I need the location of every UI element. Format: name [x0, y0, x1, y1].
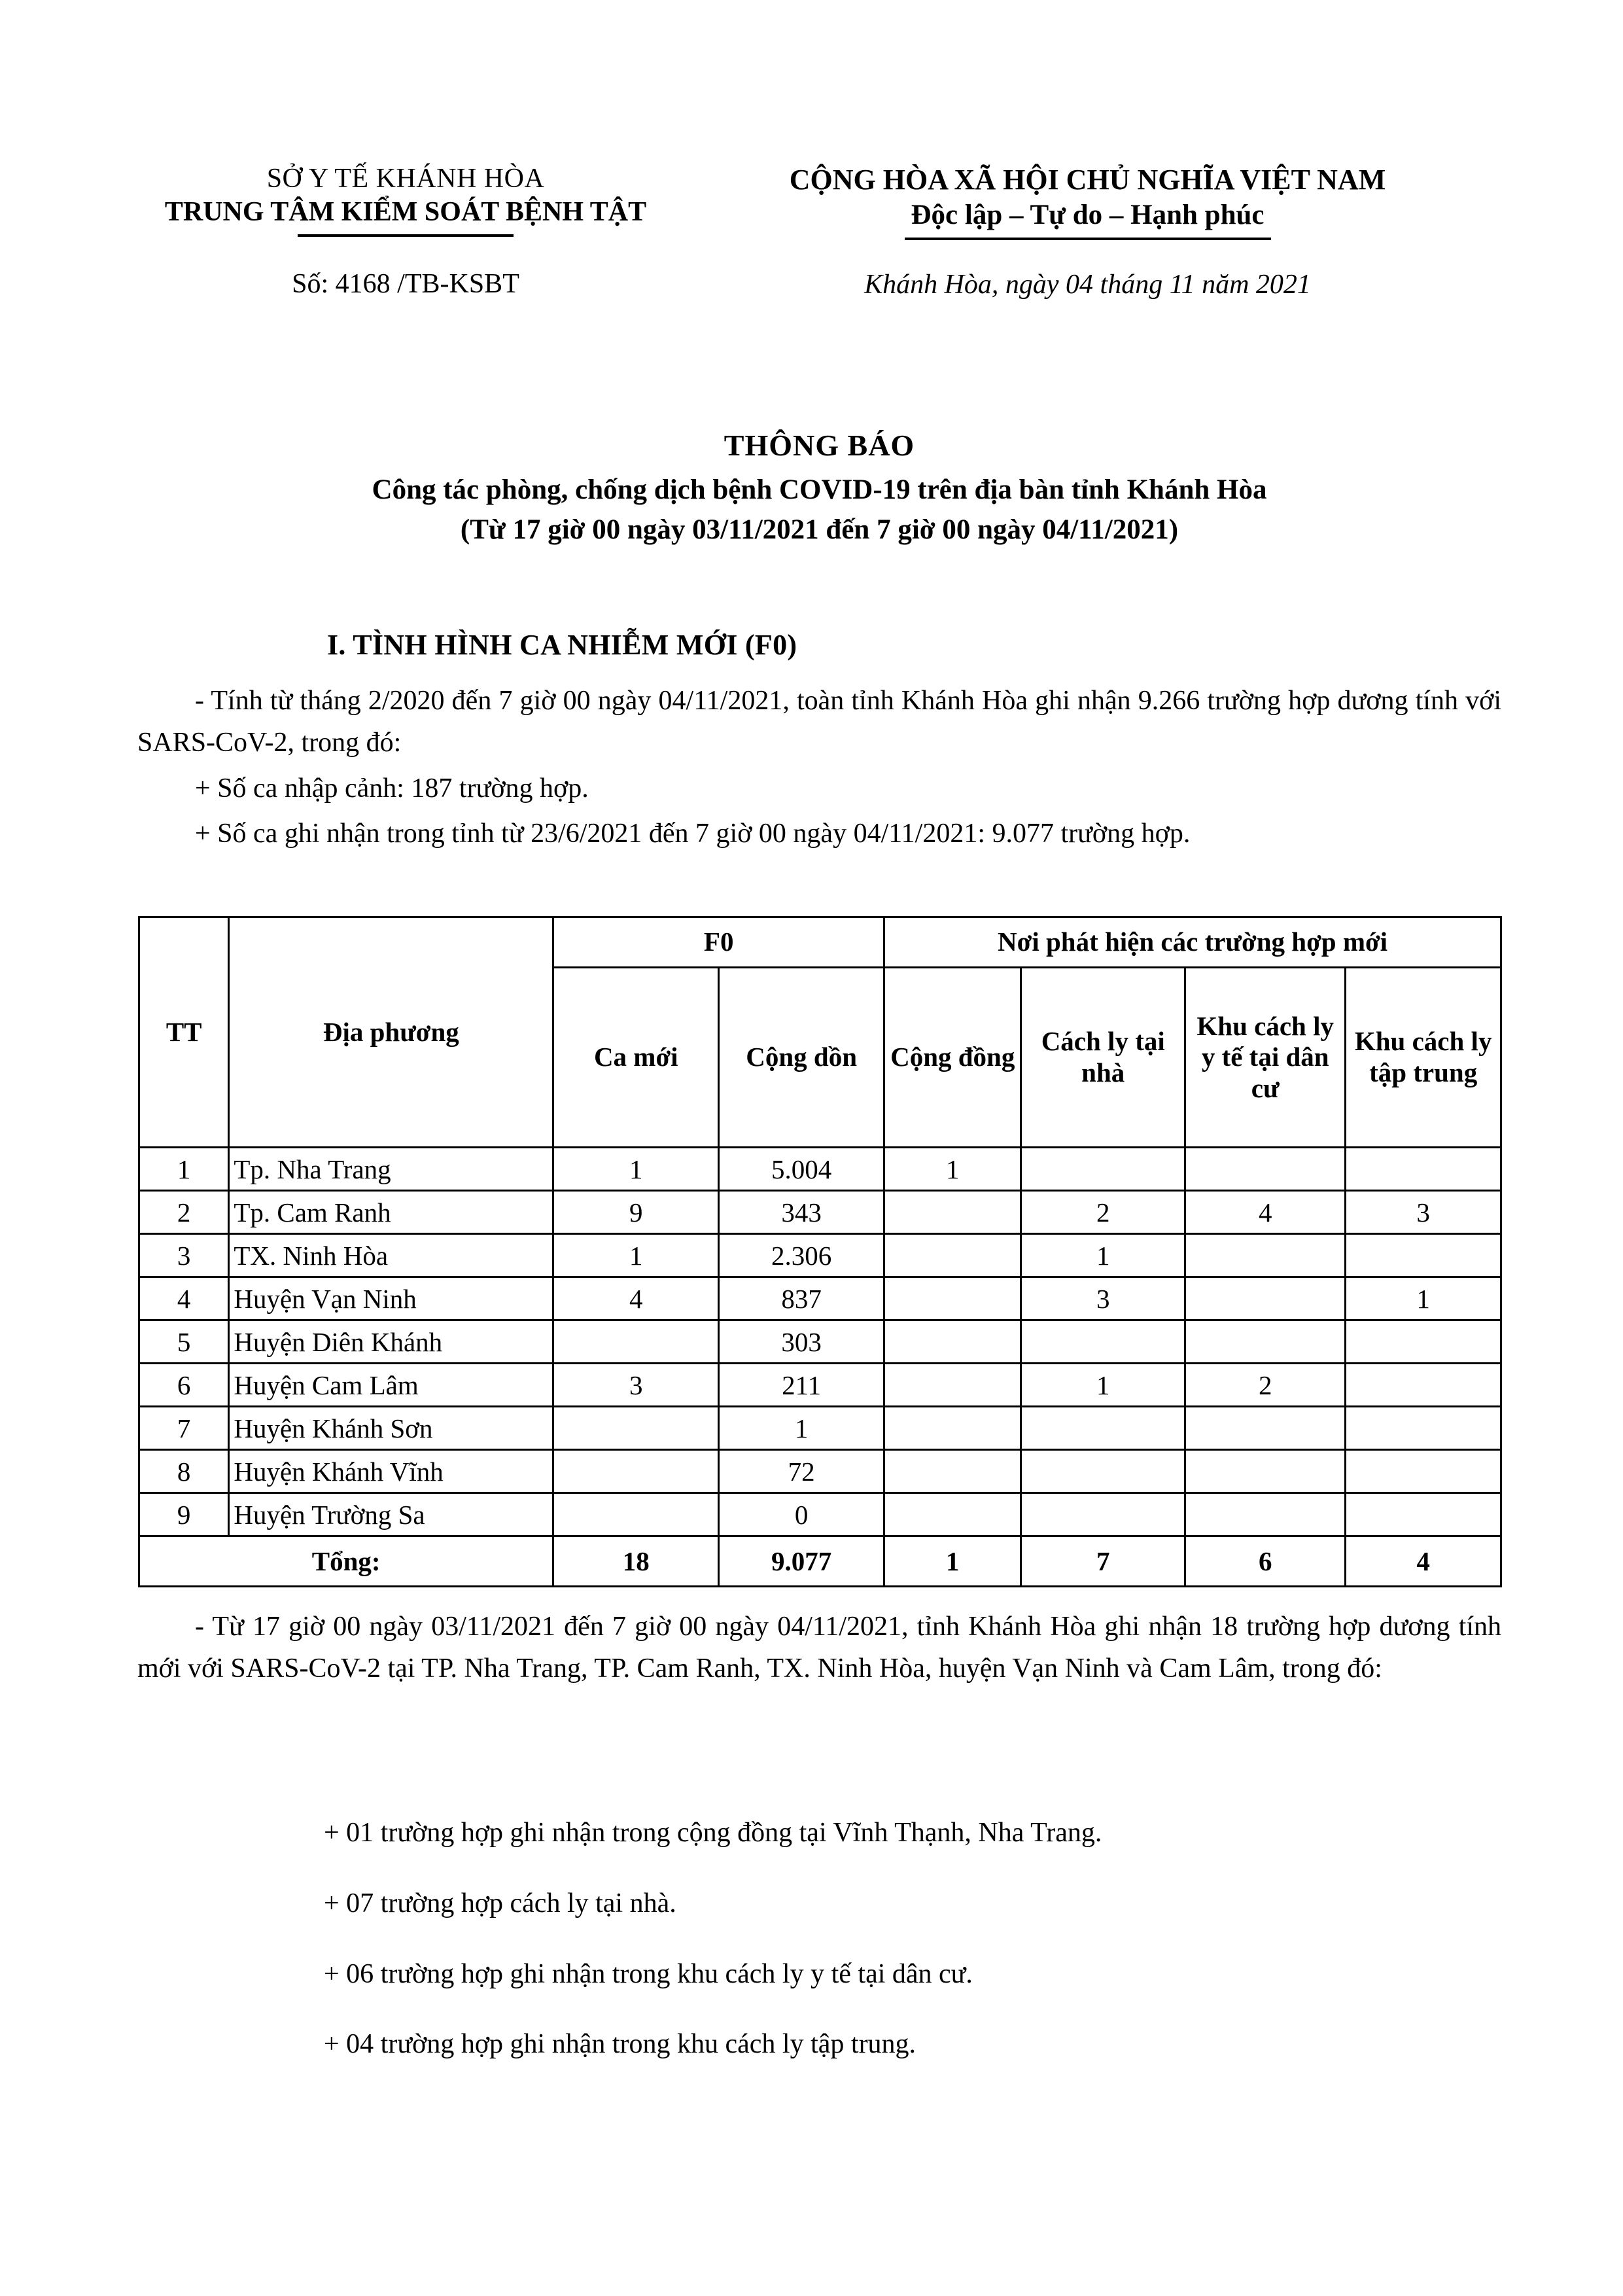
cell-new-cases — [553, 1320, 719, 1364]
cell-tt: 8 — [139, 1450, 229, 1493]
column-group-header-f0: F0 — [553, 917, 884, 968]
section-heading-1: I. TÌNH HÌNH CA NHIỄM MỚI (F0) — [327, 629, 797, 661]
column-header-medical-residential: Khu cách ly y tế tại dân cư — [1185, 968, 1346, 1148]
document-header — [137, 162, 1501, 300]
paragraph-total-cases: - Tính từ tháng 2/2020 đến 7 giờ 00 ngày 04/11/2021, toàn tỉnh Khánh Hòa ghi nhận 9.266 trường hợp dương tính với SARS-CoV-2, trong đó: — [137, 686, 1501, 758]
section-1-body — [137, 680, 1501, 859]
cell-medical-residential: 2 — [1185, 1364, 1346, 1407]
cell-home-quarantine — [1021, 1450, 1185, 1493]
cell-medical-residential — [1185, 1234, 1346, 1277]
place-and-date: Khánh Hòa, ngày 04 tháng 11 năm 2021 — [864, 270, 1311, 300]
cell-medical-residential — [1185, 1277, 1346, 1320]
cell-home-quarantine: 1 — [1021, 1364, 1185, 1407]
cell-total-community: 1 — [884, 1536, 1021, 1587]
post-table-summary — [137, 1606, 1501, 1694]
cell-new-cases: 3 — [553, 1364, 719, 1407]
column-header-concentrated: Khu cách ly tập trung — [1346, 968, 1501, 1148]
cell-tt: 6 — [139, 1364, 229, 1407]
title-period: (Từ 17 giờ 00 ngày 03/11/2021 đến 7 giờ 00 ngày 04/11/2021) — [460, 514, 1179, 546]
table-row — [139, 1493, 1501, 1536]
cases-by-locality-table — [138, 916, 1502, 1587]
cell-cumulative: 837 — [719, 1277, 884, 1320]
cell-home-quarantine — [1021, 1320, 1185, 1364]
cell-tt: 7 — [139, 1407, 229, 1450]
page-title: THÔNG BÁO — [724, 429, 915, 462]
cell-tt: 5 — [139, 1320, 229, 1364]
column-header-community: Cộng đồng — [884, 968, 1021, 1148]
table-row — [139, 1320, 1501, 1364]
cell-cumulative: 72 — [719, 1450, 884, 1493]
table-row — [139, 1148, 1501, 1191]
cell-locality: TX. Ninh Hòa — [229, 1234, 553, 1277]
cell-community — [884, 1450, 1021, 1493]
cell-concentrated — [1346, 1364, 1501, 1407]
column-header-cumulative: Cộng dồn — [719, 968, 884, 1148]
cell-locality: Huyện Vạn Ninh — [229, 1277, 553, 1320]
table-row — [139, 1234, 1501, 1277]
issuing-organization-block — [137, 162, 674, 300]
cell-concentrated — [1346, 1234, 1501, 1277]
cell-medical-residential — [1185, 1450, 1346, 1493]
cell-new-cases — [553, 1493, 719, 1536]
national-motto: Độc lập – Tự do – Hạnh phúc — [911, 199, 1265, 230]
cell-tt: 3 — [139, 1234, 229, 1277]
cell-total-label: Tổng: — [139, 1536, 553, 1587]
cell-new-cases: 1 — [553, 1234, 719, 1277]
cell-total-concentrated: 4 — [1346, 1536, 1501, 1587]
cell-locality: Huyện Cam Lâm — [229, 1364, 553, 1407]
cell-concentrated — [1346, 1493, 1501, 1536]
department-name: SỞ Y TẾ KHÁNH HÒA — [266, 164, 545, 194]
column-header-home-quarantine: Cách ly tại nhà — [1021, 968, 1185, 1148]
cell-cumulative: 2.306 — [719, 1234, 884, 1277]
cell-community — [884, 1364, 1021, 1407]
cell-new-cases: 9 — [553, 1191, 719, 1234]
cell-home-quarantine — [1021, 1148, 1185, 1191]
cell-concentrated: 3 — [1346, 1191, 1501, 1234]
cell-cumulative: 211 — [719, 1364, 884, 1407]
cases-table-wrapper — [138, 916, 1502, 1587]
cell-new-cases — [553, 1450, 719, 1493]
header-divider-left — [298, 234, 514, 237]
cell-medical-residential — [1185, 1320, 1346, 1364]
cell-concentrated — [1346, 1407, 1501, 1450]
list-item: + 04 trường hợp ghi nhận trong khu cách ly tập trung. — [324, 2029, 916, 2060]
title-subtitle: Công tác phòng, chống dịch bệnh COVID-19 trên địa bàn tỉnh Khánh Hòa — [372, 474, 1267, 506]
cell-tt: 9 — [139, 1493, 229, 1536]
cell-community — [884, 1277, 1021, 1320]
table-row — [139, 1407, 1501, 1450]
cell-tt: 1 — [139, 1148, 229, 1191]
cell-community — [884, 1191, 1021, 1234]
cell-locality: Huyện Khánh Vĩnh — [229, 1450, 553, 1493]
cell-cumulative: 5.004 — [719, 1148, 884, 1191]
cell-cumulative: 303 — [719, 1320, 884, 1364]
cell-home-quarantine: 3 — [1021, 1277, 1185, 1320]
cell-locality: Tp. Cam Ranh — [229, 1191, 553, 1234]
cell-total-medical-residential: 6 — [1185, 1536, 1346, 1587]
paragraph-new-cases-summary: - Từ 17 giờ 00 ngày 03/11/2021 đến 7 giờ 00 ngày 04/11/2021, tỉnh Khánh Hòa ghi nhận 18 trường hợp dương tính mới với SARS-CoV-2 tại TP. Nha Trang, TP. Cam Ranh, TX. Ninh Hòa, huyện Vạn Ninh và Cam Lâm, trong đó: — [137, 1612, 1501, 1684]
document-title-block — [137, 425, 1501, 550]
table-row — [139, 1277, 1501, 1320]
cell-concentrated — [1346, 1320, 1501, 1364]
cell-total-cumulative: 9.077 — [719, 1536, 884, 1587]
cell-medical-residential — [1185, 1493, 1346, 1536]
list-item: + 06 trường hợp ghi nhận trong khu cách ly y tế tại dân cư. — [324, 1958, 973, 1989]
cell-new-cases: 4 — [553, 1277, 719, 1320]
header-divider-right — [905, 238, 1271, 240]
column-header-locality: Địa phương — [229, 917, 553, 1148]
cell-locality: Huyện Khánh Sơn — [229, 1407, 553, 1450]
cell-community — [884, 1407, 1021, 1450]
cell-new-cases: 1 — [553, 1148, 719, 1191]
cell-concentrated — [1346, 1450, 1501, 1493]
table-total-row — [139, 1536, 1501, 1587]
cell-medical-residential — [1185, 1407, 1346, 1450]
country-name: CỘNG HÒA XÃ HỘI CHỦ NGHĨA VIỆT NAM — [789, 164, 1386, 196]
cell-home-quarantine — [1021, 1493, 1185, 1536]
center-name: TRUNG TÂM KIỂM SOÁT BỆNH TẬT — [164, 197, 647, 228]
cell-total-new-cases: 18 — [553, 1536, 719, 1587]
cell-concentrated: 1 — [1346, 1277, 1501, 1320]
cell-medical-residential: 4 — [1185, 1191, 1346, 1234]
document-number: Số: 4168 /TB-KSBT — [292, 269, 519, 300]
cell-cumulative: 1 — [719, 1407, 884, 1450]
column-group-header-detection-place: Nơi phát hiện các trường hợp mới — [884, 917, 1501, 968]
cell-community — [884, 1234, 1021, 1277]
table-body — [139, 1148, 1501, 1587]
cell-home-quarantine: 1 — [1021, 1234, 1185, 1277]
table-header-row-groups — [139, 917, 1501, 968]
cell-community: 1 — [884, 1148, 1021, 1191]
cell-cumulative: 343 — [719, 1191, 884, 1234]
table-head — [139, 917, 1501, 1148]
cell-total-home-quarantine: 7 — [1021, 1536, 1185, 1587]
table-row — [139, 1191, 1501, 1234]
cell-home-quarantine: 2 — [1021, 1191, 1185, 1234]
table-row — [139, 1450, 1501, 1493]
cell-tt: 2 — [139, 1191, 229, 1234]
national-heading-block — [674, 162, 1501, 300]
table-row — [139, 1364, 1501, 1407]
column-header-tt: TT — [139, 917, 229, 1148]
paragraph-imported-cases: + Số ca nhập cảnh: 187 trường hợp. — [195, 773, 589, 804]
cell-new-cases — [553, 1407, 719, 1450]
list-item: + 07 trường hợp cách ly tại nhà. — [324, 1888, 676, 1918]
cell-medical-residential — [1185, 1148, 1346, 1191]
cell-community — [884, 1493, 1021, 1536]
case-breakdown-list — [137, 1812, 1501, 2094]
cell-locality: Tp. Nha Trang — [229, 1148, 553, 1191]
cell-community — [884, 1320, 1021, 1364]
cell-locality: Huyện Trường Sa — [229, 1493, 553, 1536]
cell-home-quarantine — [1021, 1407, 1185, 1450]
cell-concentrated — [1346, 1148, 1501, 1191]
column-header-new-cases: Ca mới — [553, 968, 719, 1148]
cell-locality: Huyện Diên Khánh — [229, 1320, 553, 1364]
cell-cumulative: 0 — [719, 1493, 884, 1536]
list-item: + 01 trường hợp ghi nhận trong cộng đồng tại Vĩnh Thạnh, Nha Trang. — [324, 1818, 1102, 1848]
paragraph-local-cases: + Số ca ghi nhận trong tỉnh từ 23/6/2021 đến 7 giờ 00 ngày 04/11/2021: 9.077 trường hợp. — [195, 819, 1191, 849]
cell-tt: 4 — [139, 1277, 229, 1320]
